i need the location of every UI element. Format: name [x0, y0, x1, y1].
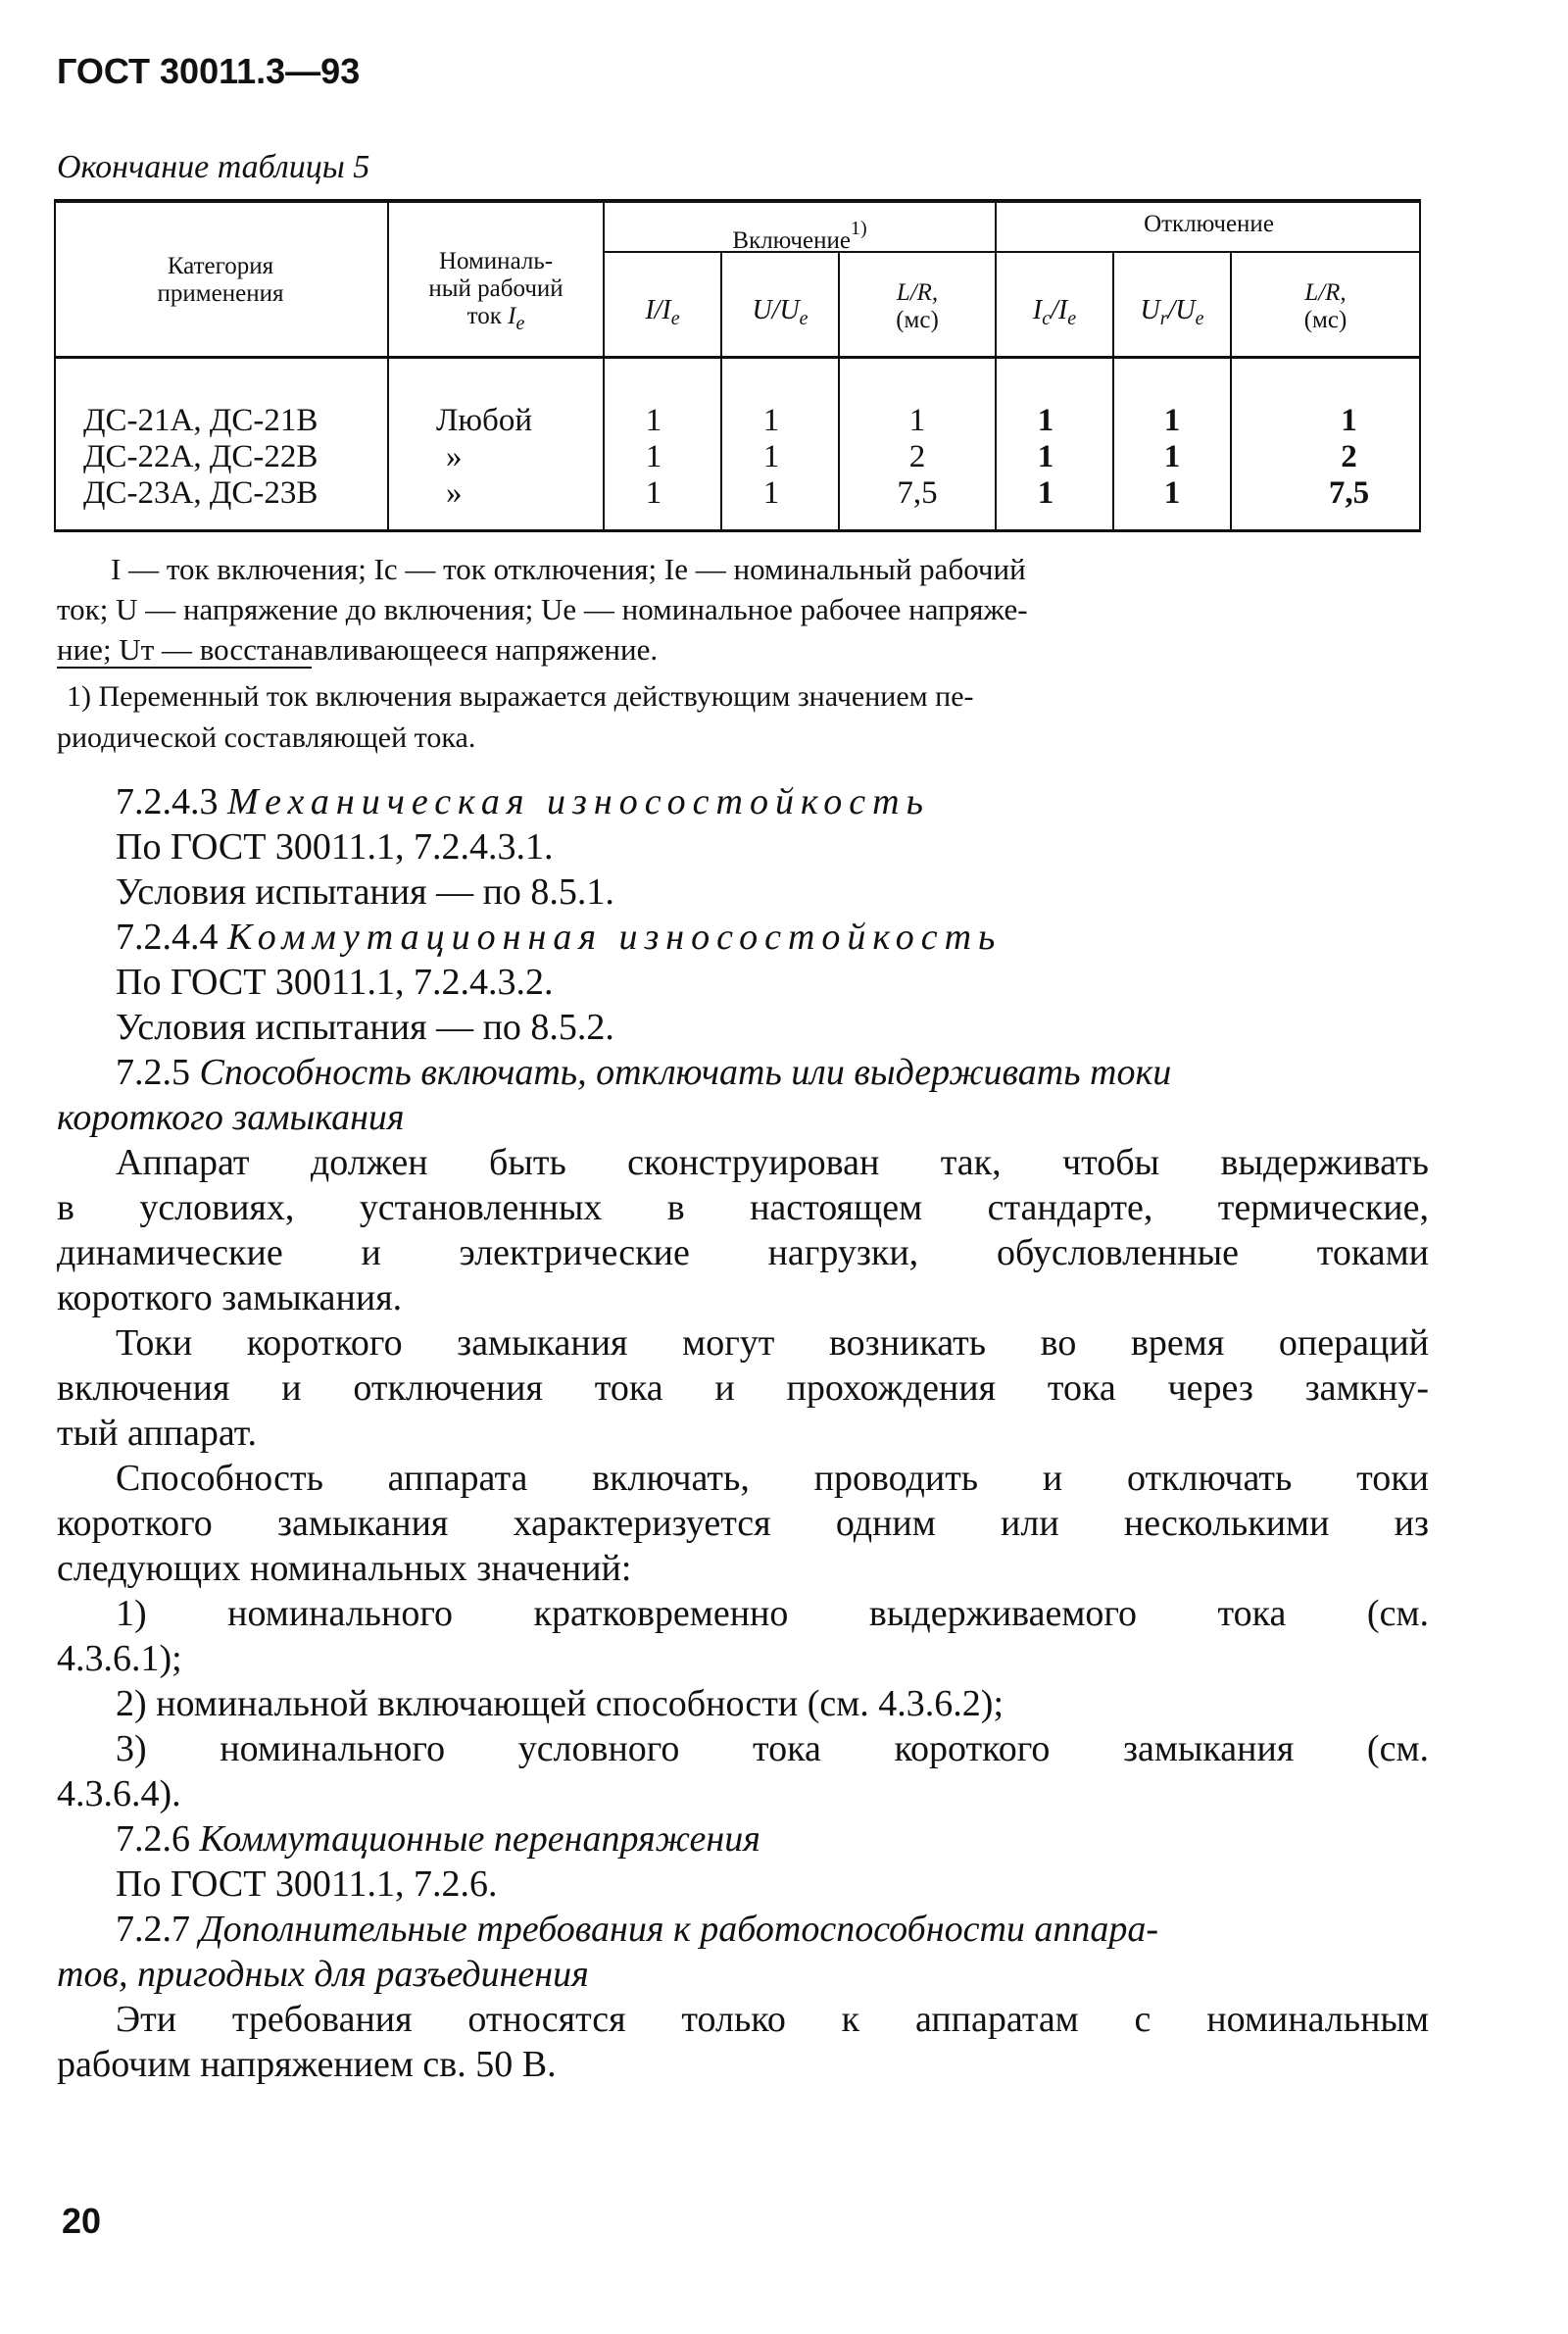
- table-cell: Любой: [436, 403, 532, 438]
- header-current-symbol: I: [508, 303, 516, 329]
- text-line: рабочим напряжением св. 50 В.: [57, 2044, 557, 2085]
- off-lr-unit: (мс): [1303, 307, 1348, 333]
- on-u-label: U/U: [752, 295, 800, 325]
- section-number: 7.2.4.3: [116, 781, 227, 822]
- header-off-i: [997, 297, 1112, 332]
- table-5: [54, 199, 1421, 532]
- cell-off-lr: [1279, 403, 1419, 512]
- list-item-cont: 4.3.6.4).: [57, 1773, 181, 1814]
- off-u-sub: e: [1195, 308, 1204, 329]
- table-cell: 1: [1341, 403, 1357, 438]
- header-category-line: Категория: [167, 253, 274, 279]
- cell-on-u: [722, 403, 820, 512]
- text-line: тый аппарат.: [57, 1413, 258, 1454]
- table-cell: 1: [1163, 403, 1181, 438]
- legend-line: ток; U — напряжение до включения; Uе — номинальное рабочее напряже-: [57, 592, 1028, 626]
- off-i-mid: /I: [1051, 295, 1068, 325]
- table-cell: 1: [1163, 475, 1181, 511]
- table-cell: ДС-23А, ДС-23В: [83, 475, 318, 511]
- footnote: [57, 676, 1429, 759]
- document-header: ГОСТ 30011.3—93: [57, 51, 361, 91]
- section-7243-heading: [57, 779, 1429, 824]
- off-u-sub: r: [1159, 308, 1168, 329]
- group-off-label: Отключение: [1144, 211, 1274, 237]
- on-lr-label: L/R,: [896, 279, 939, 306]
- section-title: Коммутационная износостойкость: [227, 917, 1003, 958]
- section-title: Способность включать, отключать или выдерживать токи: [199, 1052, 1172, 1093]
- table-cell: 1: [645, 475, 662, 511]
- table-cell: »: [446, 475, 463, 511]
- header-current-subscript: e: [515, 313, 525, 334]
- group-on-footnote-mark: 1): [850, 218, 867, 239]
- text-line: По ГОСТ 30011.1, 7.2.6.: [116, 1863, 498, 1905]
- on-i-sub: e: [670, 308, 680, 329]
- section-number: 7.2.4.4: [116, 917, 227, 958]
- page-number: 20: [62, 2201, 102, 2241]
- off-i-sub: c: [1042, 308, 1052, 329]
- off-u-mid: /U: [1167, 295, 1196, 325]
- cell-on-lr: [840, 403, 995, 512]
- text-line: следующих номинальных значений:: [57, 1548, 632, 1589]
- header-bottom-rule: [54, 356, 1421, 359]
- table-cell: 1: [645, 403, 662, 438]
- text-line: короткого замыкания характеризуется одним или несколькими из: [57, 1503, 1429, 1544]
- body-text: [57, 779, 1429, 2087]
- section-number: 7.2.6: [116, 1818, 200, 1860]
- list-item: 3) номинального условного тока короткого замыкания (см.: [116, 1728, 1429, 1769]
- table-cell: 7,5: [1328, 475, 1370, 511]
- on-u-sub: e: [799, 308, 808, 329]
- table-cell: 1: [762, 439, 780, 474]
- table-cell: 1: [1037, 475, 1054, 511]
- table-caption: Окончание таблицы 5: [57, 149, 370, 185]
- table-cell: 2: [908, 439, 926, 474]
- text-line: Условия испытания — по 8.5.2.: [116, 1007, 614, 1048]
- cell-off-i: [997, 403, 1095, 512]
- table-cell: 1: [908, 403, 926, 438]
- table-cell: 1: [1163, 439, 1181, 474]
- legend-line: ние; Uт — восстанавливающееся напряжение.: [57, 632, 659, 667]
- table-cell: »: [446, 439, 463, 474]
- table-cell: 1: [645, 439, 662, 474]
- text-line: По ГОСТ 30011.1, 7.2.4.3.2.: [116, 962, 554, 1003]
- footnote-rule: [57, 667, 312, 669]
- section-title-cont: тов, пригодных для разъединения: [57, 1954, 589, 1995]
- header-current-line: Номиналь-: [438, 248, 554, 274]
- section-title: Механическая износостойкость: [227, 781, 930, 822]
- table-cell: ДС-21А, ДС-21В: [83, 403, 318, 438]
- text-line: динамические и электрические нагрузки, обусловленные токами: [57, 1232, 1429, 1273]
- list-item-cont: 4.3.6.1);: [57, 1638, 182, 1679]
- header-category: [54, 253, 387, 308]
- off-u-label: U: [1140, 295, 1160, 325]
- table-cell: 1: [762, 475, 780, 511]
- cell-off-u: [1114, 403, 1230, 512]
- header-on-u: [722, 297, 838, 332]
- section-727-heading: [57, 1907, 1429, 1952]
- cell-category: [83, 403, 387, 512]
- section-number: 7.2.7: [116, 1909, 200, 1950]
- text-line: Способность аппарата включать, проводить и отключать токи: [116, 1458, 1429, 1499]
- header-current-line: ный рабочий: [428, 275, 564, 302]
- text-line: Токи короткого замыкания могут возникать во время операций: [116, 1322, 1429, 1364]
- table-legend: [57, 549, 1429, 670]
- off-i-label: I: [1032, 295, 1043, 325]
- header-off-lr: [1232, 279, 1419, 334]
- table-bottom-rule: [54, 529, 1421, 532]
- on-lr-unit: (мс): [896, 307, 939, 333]
- table-cell: 1: [762, 403, 780, 438]
- header-current: [389, 248, 603, 337]
- on-i-label: I/I: [645, 295, 671, 325]
- header-group-on: [605, 215, 995, 255]
- header-on-lr: [840, 279, 995, 334]
- text-line: включения и отключения тока и прохождения тока через замкну-: [57, 1367, 1429, 1409]
- text-line: Аппарат должен быть сконструирован так, чтобы выдерживать: [116, 1142, 1429, 1183]
- cell-current: [436, 403, 603, 512]
- text-line: короткого замыкания.: [57, 1277, 403, 1318]
- list-item: 2) номинальной включающей способности (см. 4.3.6.2);: [116, 1683, 1004, 1724]
- table-top-rule: [54, 199, 1421, 203]
- text-line: По ГОСТ 30011.1, 7.2.4.3.1.: [116, 826, 554, 868]
- section-725-heading: [57, 1050, 1429, 1095]
- header-off-u: [1114, 297, 1230, 332]
- off-lr-label: L/R,: [1304, 279, 1347, 306]
- off-i-sub: e: [1067, 308, 1077, 329]
- header-on-i: [605, 297, 720, 332]
- footnote-line: риодической составляющей тока.: [57, 721, 476, 754]
- table-cell: 7,5: [897, 475, 938, 511]
- section-number: 7.2.5: [116, 1052, 200, 1093]
- table-cell: ДС-22А, ДС-22В: [83, 439, 318, 474]
- table-cell: 1: [1037, 403, 1054, 438]
- legend-line: I — ток включения; Iс — ток отключения; Iе — номинальный рабочий: [111, 552, 1026, 586]
- section-7244-heading: [57, 915, 1429, 960]
- col-rule: [1419, 199, 1421, 532]
- text-line: в условиях, установленных в настоящем стандарте, термические,: [57, 1187, 1429, 1228]
- section-title: Дополнительные требования к работоспособности аппара-: [199, 1909, 1159, 1950]
- header-group-off: [997, 211, 1421, 238]
- cell-on-i: [605, 403, 703, 512]
- section-726-heading: [57, 1816, 1429, 1862]
- col-rule: [54, 199, 56, 532]
- footnote-line: 1) Переменный ток включения выражается действующим значением пе-: [67, 680, 974, 713]
- table-cell: 2: [1341, 439, 1357, 474]
- section-title-cont: короткого замыкания: [57, 1097, 405, 1138]
- text-line: Эти требования относятся только к аппаратам с номинальным: [116, 1999, 1429, 2040]
- header-current-line: ток: [466, 303, 509, 329]
- list-item: 1) номинального кратковременно выдерживаемого тока (см.: [116, 1593, 1429, 1634]
- section-title: Коммутационные перенапряжения: [199, 1818, 760, 1860]
- header-category-line: применения: [157, 280, 284, 307]
- text-line: Условия испытания — по 8.5.1.: [116, 871, 614, 913]
- group-on-label: Включение: [732, 227, 851, 254]
- table-cell: 1: [1037, 439, 1054, 474]
